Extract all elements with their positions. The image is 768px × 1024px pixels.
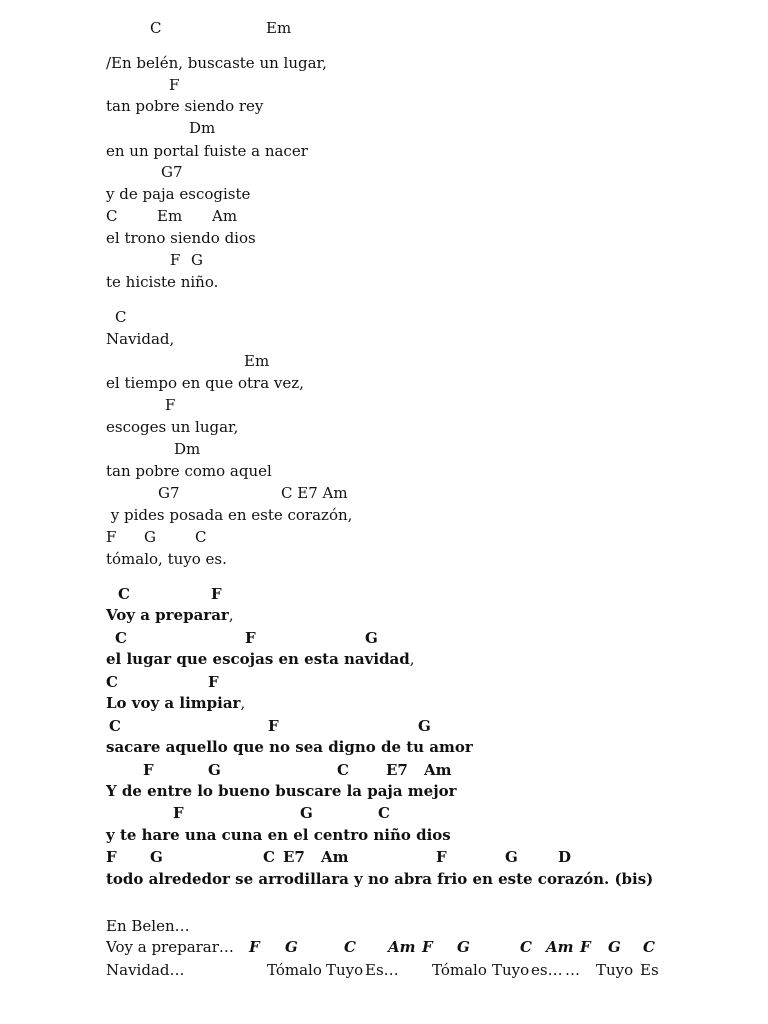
chord: F bbox=[208, 673, 219, 691]
chord-line bbox=[0, 75, 768, 95]
chord-line bbox=[0, 628, 768, 648]
lyric-text: tan pobre como aquel bbox=[106, 462, 272, 480]
chord: G bbox=[365, 629, 378, 647]
chord: Em bbox=[157, 207, 183, 225]
chord: G bbox=[191, 251, 203, 269]
chord: C E7 Am bbox=[281, 484, 348, 502]
chord: D bbox=[558, 848, 572, 866]
chord-line bbox=[0, 803, 768, 823]
lyric-text: /En belén, buscaste un lugar, bbox=[106, 54, 327, 72]
chord-line bbox=[0, 760, 768, 780]
chord-line bbox=[0, 18, 768, 38]
chord: C bbox=[109, 717, 121, 735]
lyric-line bbox=[106, 53, 327, 73]
chord: C bbox=[520, 938, 532, 956]
lyric-text: y pides posada en este corazón, bbox=[106, 506, 353, 524]
chord: C bbox=[115, 308, 127, 326]
lyric-text: tan pobre siendo rey bbox=[106, 97, 264, 115]
chord: G7 bbox=[158, 484, 180, 502]
chord-line bbox=[0, 206, 768, 226]
chord: F bbox=[580, 938, 591, 956]
lyric-line bbox=[106, 781, 457, 801]
lyric-line bbox=[106, 605, 234, 625]
lyric-line bbox=[106, 461, 272, 481]
lyric-line bbox=[106, 505, 352, 525]
outro-text: es… bbox=[531, 961, 563, 979]
outro-text: En Belen… bbox=[106, 917, 190, 935]
lyric-line bbox=[106, 373, 304, 393]
lyric-text: el tiempo en que otra vez, bbox=[106, 374, 304, 392]
lyric-line bbox=[106, 272, 218, 292]
lyric-line bbox=[106, 96, 263, 116]
outro-text: Tómalo bbox=[267, 961, 322, 979]
lyric-line bbox=[106, 417, 238, 437]
chord-line bbox=[0, 584, 768, 604]
lyric-text: y de paja escogiste bbox=[106, 185, 251, 203]
chord: Dm bbox=[189, 119, 216, 137]
lyric-line bbox=[106, 649, 415, 669]
chord: Am bbox=[321, 848, 349, 866]
chord-line bbox=[0, 847, 768, 867]
chord: G bbox=[457, 938, 470, 956]
lyric-line bbox=[106, 329, 174, 349]
chord: F bbox=[211, 585, 222, 603]
lyric-line bbox=[106, 737, 473, 757]
chord: C bbox=[106, 207, 118, 225]
chord: C bbox=[195, 528, 207, 546]
chord: F bbox=[106, 848, 117, 866]
chord: C bbox=[106, 673, 118, 691]
chord-line bbox=[0, 351, 768, 371]
outro-text: Es… bbox=[365, 961, 399, 979]
chord-line bbox=[0, 395, 768, 415]
outro-text: Tuyo bbox=[596, 961, 634, 979]
chord: G bbox=[505, 848, 518, 866]
chord: G bbox=[418, 717, 431, 735]
lyric-text: tómalo, tuyo es. bbox=[106, 550, 227, 568]
lyric-line bbox=[106, 825, 451, 845]
lyric-line bbox=[106, 141, 308, 161]
chord: G bbox=[608, 938, 621, 956]
lyric-text: Lo voy a limpiar bbox=[106, 694, 241, 712]
chord-line bbox=[0, 716, 768, 736]
lyric-text: sacare aquello que no sea digno de tu amor bbox=[106, 738, 473, 756]
lyric-punctuation: , bbox=[240, 694, 246, 712]
chord: C bbox=[263, 848, 275, 866]
outro-line bbox=[0, 960, 768, 980]
lyric-text: Voy a preparar bbox=[106, 606, 229, 624]
chord: C bbox=[643, 938, 655, 956]
chord: F bbox=[268, 717, 279, 735]
chord: G bbox=[144, 528, 156, 546]
outro-text: Tómalo bbox=[432, 961, 487, 979]
chord: C bbox=[150, 19, 162, 37]
chord: F bbox=[169, 76, 180, 94]
chord: F bbox=[245, 629, 256, 647]
chord: G bbox=[150, 848, 163, 866]
chord: G7 bbox=[161, 163, 183, 181]
outro-text: Voy a preparar… bbox=[106, 938, 234, 956]
chord: F bbox=[106, 528, 117, 546]
outro-text: Tuyo bbox=[326, 961, 364, 979]
lyric-text: te hiciste niño. bbox=[106, 273, 219, 291]
chord: F bbox=[249, 938, 260, 956]
chord: Am bbox=[388, 938, 416, 956]
lyric-text: en un portal fuiste a nacer bbox=[106, 142, 308, 160]
lyric-text: Y de entre lo bueno buscare la paja mejor bbox=[106, 782, 457, 800]
outro-text: Es bbox=[640, 961, 659, 979]
outro-line bbox=[0, 937, 768, 957]
lyric-line bbox=[106, 549, 227, 569]
chord: G bbox=[285, 938, 298, 956]
lyric-punctuation: , bbox=[409, 650, 415, 668]
chord-line bbox=[0, 162, 768, 182]
chord: Em bbox=[244, 352, 270, 370]
chord: C bbox=[118, 585, 130, 603]
outro-text: … bbox=[565, 961, 580, 979]
chord: F bbox=[436, 848, 447, 866]
chord: E7 bbox=[386, 761, 408, 779]
chord: Dm bbox=[174, 440, 201, 458]
chord: F bbox=[173, 804, 184, 822]
outro-line bbox=[0, 916, 768, 936]
lyric-line bbox=[106, 693, 245, 713]
chord-line bbox=[0, 307, 768, 327]
lyric-line bbox=[106, 869, 653, 889]
chord-line bbox=[0, 439, 768, 459]
chord: Am bbox=[546, 938, 574, 956]
chord: G bbox=[300, 804, 313, 822]
lyric-text: todo alrededor se arrodillara y no abra frio en este corazón. (bis) bbox=[106, 870, 654, 888]
chord: C bbox=[337, 761, 349, 779]
chord: F bbox=[165, 396, 176, 414]
lyric-text: el trono siendo dios bbox=[106, 229, 256, 247]
lyric-punctuation: , bbox=[228, 606, 234, 624]
chord: C bbox=[378, 804, 390, 822]
chord: G bbox=[208, 761, 221, 779]
chord: E7 bbox=[283, 848, 305, 866]
chord: C bbox=[344, 938, 356, 956]
outro-text: Tuyo bbox=[492, 961, 530, 979]
lyric-text: escoges un lugar, bbox=[106, 418, 239, 436]
lyric-text: Navidad, bbox=[106, 330, 175, 348]
lyric-text: el lugar que escojas en esta navidad bbox=[106, 650, 410, 668]
chord: F bbox=[143, 761, 154, 779]
chord: C bbox=[115, 629, 127, 647]
chord: F bbox=[422, 938, 433, 956]
chord: Am bbox=[212, 207, 238, 225]
chord: F bbox=[170, 251, 181, 269]
outro-text: Navidad… bbox=[106, 961, 185, 979]
chord-line bbox=[0, 250, 768, 270]
chord: Em bbox=[266, 19, 292, 37]
chord: Am bbox=[424, 761, 452, 779]
chord-line bbox=[0, 118, 768, 138]
lyric-text: y te hare una cuna en el centro niño dios bbox=[106, 826, 451, 844]
lyric-line bbox=[106, 184, 250, 204]
chord-line bbox=[0, 527, 768, 547]
chord-line bbox=[0, 483, 768, 503]
chord-line bbox=[0, 672, 768, 692]
lyric-line bbox=[106, 228, 256, 248]
